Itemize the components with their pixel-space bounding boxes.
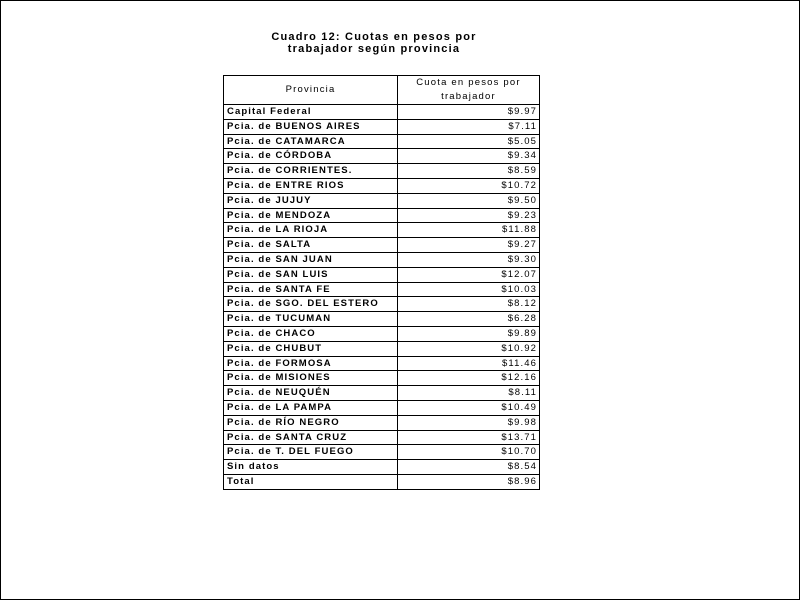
cell-cuota: $9.30 bbox=[398, 253, 540, 268]
table-title bbox=[224, 31, 524, 55]
table-row bbox=[224, 209, 540, 224]
cell-provincia: Pcia. de TUCUMAN bbox=[224, 312, 398, 327]
cell-provincia: Pcia. de SANTA CRUZ bbox=[224, 431, 398, 446]
cell-cuota: $12.16 bbox=[398, 371, 540, 386]
table-row bbox=[224, 179, 540, 194]
table-row bbox=[224, 194, 540, 209]
table-row bbox=[224, 460, 540, 475]
header-provincia: Provincia bbox=[224, 76, 398, 105]
table-row bbox=[224, 149, 540, 164]
table-row bbox=[224, 401, 540, 416]
table-row bbox=[224, 312, 540, 327]
table-row bbox=[224, 297, 540, 312]
cell-provincia: Sin datos bbox=[224, 460, 398, 475]
table-row bbox=[224, 105, 540, 120]
cell-cuota: $8.54 bbox=[398, 460, 540, 475]
table-row bbox=[224, 371, 540, 386]
cell-cuota: $9.98 bbox=[398, 416, 540, 431]
cell-provincia: Pcia. de LA RIOJA bbox=[224, 223, 398, 238]
header-cuota bbox=[398, 76, 540, 105]
cell-cuota: $12.07 bbox=[398, 268, 540, 283]
table-row bbox=[224, 445, 540, 460]
table-row bbox=[224, 431, 540, 446]
table-header-row bbox=[224, 76, 540, 105]
table-row bbox=[224, 342, 540, 357]
data-table bbox=[223, 75, 540, 490]
table-row bbox=[224, 135, 540, 150]
cell-provincia: Pcia. de FORMOSA bbox=[224, 357, 398, 372]
cell-provincia: Pcia. de CORRIENTES. bbox=[224, 164, 398, 179]
cell-provincia: Pcia. de CHUBUT bbox=[224, 342, 398, 357]
table-row bbox=[224, 223, 540, 238]
cell-cuota: $10.49 bbox=[398, 401, 540, 416]
cell-provincia: Pcia. de ENTRE RIOS bbox=[224, 179, 398, 194]
cell-cuota: $8.12 bbox=[398, 297, 540, 312]
cell-cuota: $10.72 bbox=[398, 179, 540, 194]
cell-provincia: Pcia. de SANTA FE bbox=[224, 283, 398, 298]
cell-cuota: $9.34 bbox=[398, 149, 540, 164]
cell-provincia: Total bbox=[224, 475, 398, 490]
table-row bbox=[224, 283, 540, 298]
cell-cuota: $8.11 bbox=[398, 386, 540, 401]
cell-cuota: $9.97 bbox=[398, 105, 540, 120]
cell-provincia: Pcia. de SGO. DEL ESTERO bbox=[224, 297, 398, 312]
cell-provincia: Pcia. de CÓRDOBA bbox=[224, 149, 398, 164]
cell-cuota: $9.50 bbox=[398, 194, 540, 209]
header-cuota-line: Cuota en pesos por bbox=[416, 77, 521, 88]
cell-provincia: Pcia. de SAN JUAN bbox=[224, 253, 398, 268]
header-cuota-line: trabajador bbox=[441, 91, 496, 102]
cell-provincia: Pcia. de MISIONES bbox=[224, 371, 398, 386]
cell-provincia: Pcia. de CATAMARCA bbox=[224, 135, 398, 150]
cell-cuota: $13.71 bbox=[398, 431, 540, 446]
cell-provincia: Pcia. de BUENOS AIRES bbox=[224, 120, 398, 135]
cell-provincia: Pcia. de SAN LUIS bbox=[224, 268, 398, 283]
table-row bbox=[224, 253, 540, 268]
cell-cuota: $7.11 bbox=[398, 120, 540, 135]
cell-cuota: $8.59 bbox=[398, 164, 540, 179]
cell-provincia: Pcia. de CHACO bbox=[224, 327, 398, 342]
cell-cuota: $10.03 bbox=[398, 283, 540, 298]
cell-cuota: $10.92 bbox=[398, 342, 540, 357]
table-row bbox=[224, 357, 540, 372]
cell-provincia: Pcia. de RÍO NEGRO bbox=[224, 416, 398, 431]
cell-provincia: Pcia. de LA PAMPA bbox=[224, 401, 398, 416]
cell-cuota: $5.05 bbox=[398, 135, 540, 150]
table-total-row bbox=[224, 475, 540, 490]
table-row bbox=[224, 164, 540, 179]
title-line: trabajador según provincia bbox=[287, 43, 461, 55]
cell-cuota: $9.89 bbox=[398, 327, 540, 342]
table-row bbox=[224, 120, 540, 135]
table-row bbox=[224, 238, 540, 253]
cell-provincia: Pcia. de NEUQUÉN bbox=[224, 386, 398, 401]
table-row bbox=[224, 268, 540, 283]
cell-cuota: $11.88 bbox=[398, 223, 540, 238]
cell-provincia: Pcia. de T. DEL FUEGO bbox=[224, 445, 398, 460]
table-row bbox=[224, 386, 540, 401]
cell-cuota: $9.23 bbox=[398, 209, 540, 224]
cell-cuota: $8.96 bbox=[398, 475, 540, 490]
cell-cuota: $10.70 bbox=[398, 445, 540, 460]
cell-provincia: Capital Federal bbox=[224, 105, 398, 120]
cell-provincia: Pcia. de MENDOZA bbox=[224, 209, 398, 224]
table-row bbox=[224, 416, 540, 431]
cell-cuota: $9.27 bbox=[398, 238, 540, 253]
cell-cuota: $6.28 bbox=[398, 312, 540, 327]
table-row bbox=[224, 327, 540, 342]
title-line: Cuadro 12: Cuotas en pesos por bbox=[271, 31, 477, 43]
cell-cuota: $11.46 bbox=[398, 357, 540, 372]
cell-provincia: Pcia. de SALTA bbox=[224, 238, 398, 253]
cell-provincia: Pcia. de JUJUY bbox=[224, 194, 398, 209]
